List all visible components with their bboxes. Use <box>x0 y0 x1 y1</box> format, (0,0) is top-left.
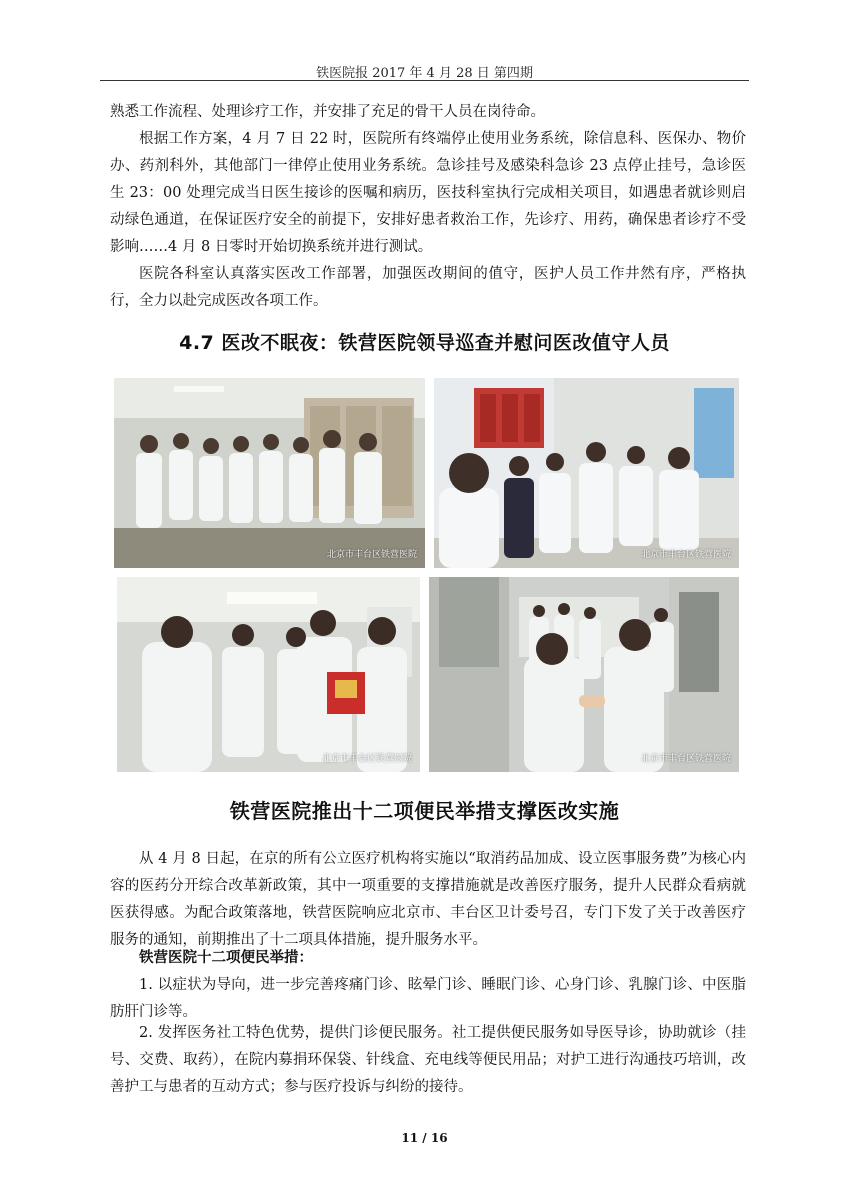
measures-subheading: 铁营医院十二项便民举措： <box>139 949 313 966</box>
measure-item-2: 2. 发挥医务社工特色优势，提供门诊便民服务。社工提供便民服务如导医导诊，协助就诊（挂号、交费、取药），在院内募捐环保袋、针线盒、充电线等便民用品；对护工进行沟通技巧培训，改善护工与患者的互动方式；参与医疗投诉与纠纷的接待。 <box>110 1025 746 1095</box>
intro-paragraph-1: 熟悉工作流程、处理诊疗工作，并安排了充足的骨干人员在岗待命。 <box>110 104 545 120</box>
measure-item-1: 1. 以症状为导向，进一步完善疼痛门诊、眩晕门诊、睡眠门诊、心身门诊、乳腺门诊、中医脂肪肝门诊等。 <box>110 977 746 1020</box>
intro-paragraph-2: 根据工作方案，4 月 7 日 22 时，医院所有终端停止使用业务系统，除信息科、医保办、物价办、药剂科外，其他部门一律停止使用业务系统。急诊挂号及感染科急诊 23 点停止挂号，急诊医生 23：00 处理完成当日医生接诊的医嘱和病历，医技科室执行完成相关项目，如遇患者就诊则启动绿色通道，在保证医疗安全的前提下，安排好患者救治工作，先诊疗、用药，确保患者诊疗不受影响……4 月 8 日零时开始切换系统并进行测试。 <box>110 131 746 255</box>
page-header: 铁医院报 2017 年 4 月 28 日 第四期 <box>316 66 533 81</box>
section2-paragraph-1: 从 4 月 8 日起，在京的所有公立医疗机构将实施以“取消药品加成、设立医事服务费”为核心内容的医药分开综合改革新政策，其中一项重要的支撑措施就是改善医疗服务，提升人民群众看病就医获得感。为配合政策落地，铁营医院响应北京市、丰台区卫计委号召，专门下发了关于改善医疗服务的通知，前期推出了十二项具体措施，提升服务水平。 <box>110 851 746 948</box>
intro-paragraph-3: 医院各科室认真落实医改工作部署，加强医改期间的值守，医护人员工作井然有序，严格执行，全力以赴完成医改各项工作。 <box>110 266 746 309</box>
header-rule <box>100 80 749 81</box>
photo-watermark: 北京市丰台区铁营医院 <box>640 754 731 764</box>
photo-watermark: 北京市丰台区铁营医院 <box>326 550 417 560</box>
section1-title: 4.7 医改不眠夜：铁营医院领导巡查并慰问医改值守人员 <box>179 332 670 354</box>
section2-title: 铁营医院推出十二项便民举措支撑医改实施 <box>229 799 620 823</box>
photo-watermark: 北京市丰台区铁营医院 <box>321 754 412 764</box>
photo-staff-group <box>114 378 425 568</box>
photo-handshake <box>429 577 739 772</box>
page-number: 11 / 16 <box>401 1131 448 1145</box>
photo-watermark: 北京市丰台区铁营医院 <box>640 550 731 560</box>
photo-hallway-gift <box>117 577 420 772</box>
photo-corridor-meeting <box>434 378 739 568</box>
